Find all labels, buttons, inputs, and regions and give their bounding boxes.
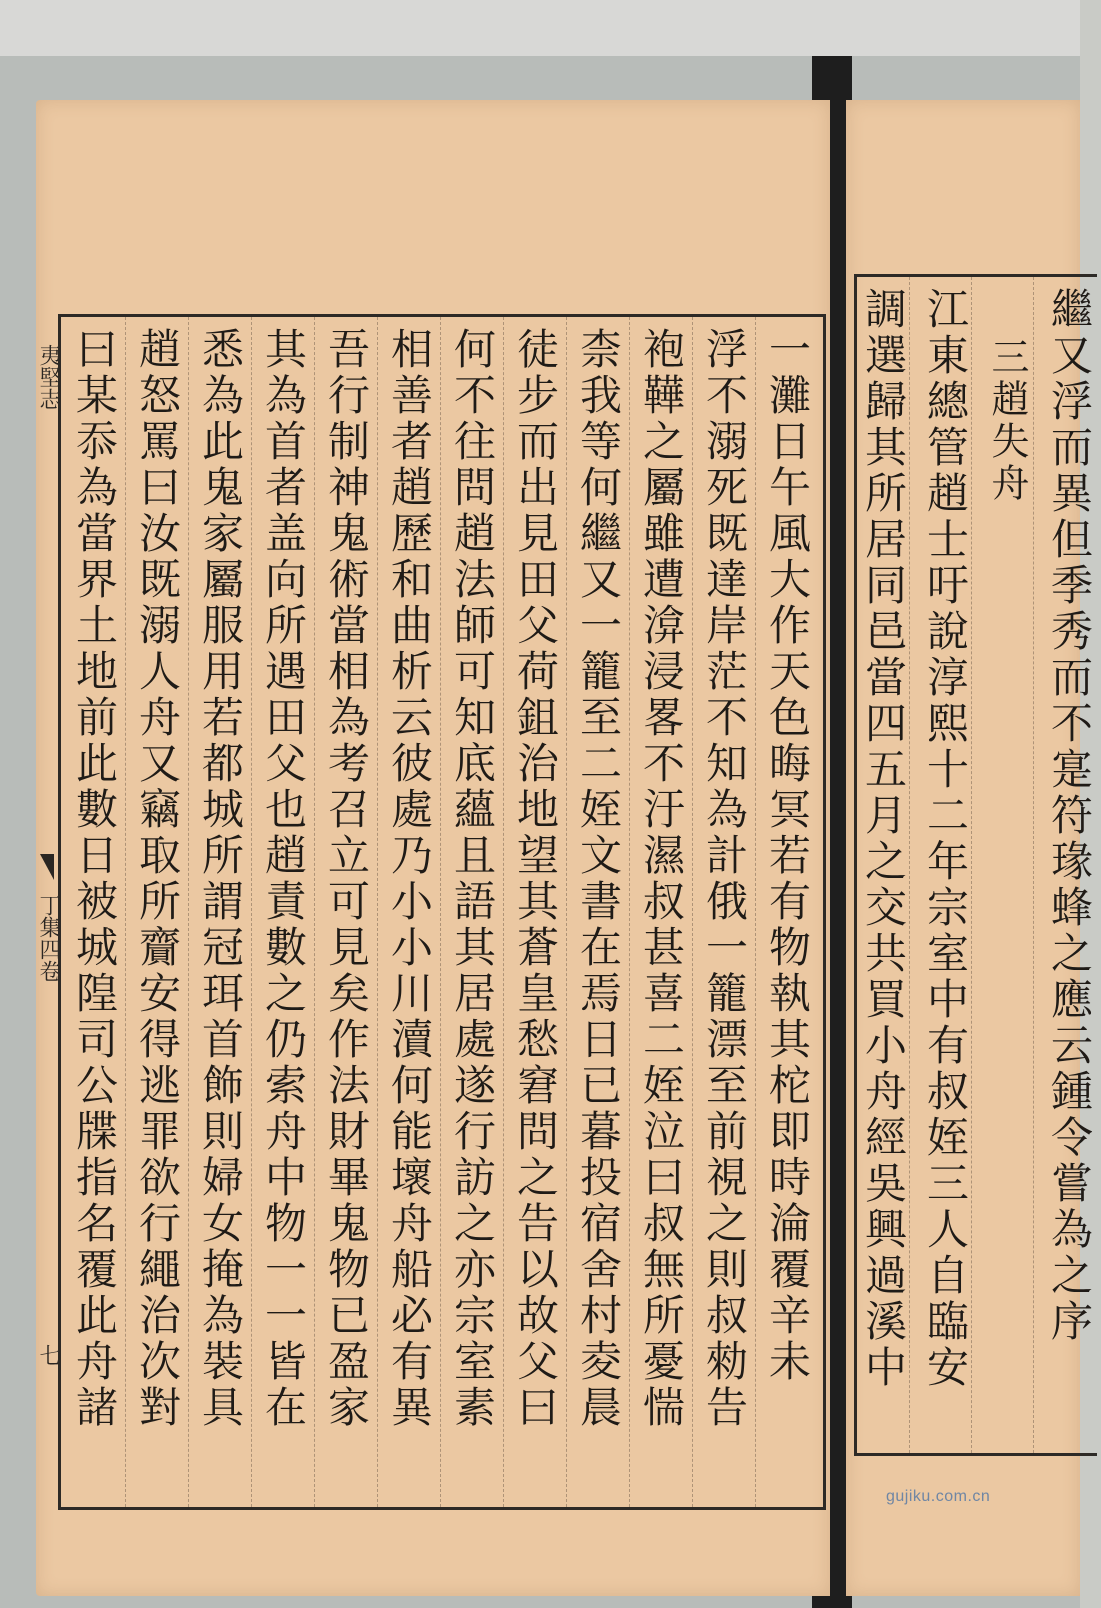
text-column: 徒步而出見田父荷鉏治地望其蒼皇愁窘問之告以故父曰: [511, 327, 560, 1431]
text-column: 相善者趙歷和曲析云彼處乃小小川瀆何能壞舟船必有異: [385, 327, 434, 1431]
text-column: 江東總管趙士吁說淳熙十二年宗室中有叔姪三人自臨安: [921, 287, 970, 1391]
spine-book-title: 夷堅志: [36, 344, 61, 410]
spine-volume: 丁集四卷: [36, 894, 61, 982]
text-column: 袍鞾之屬雖遭渰浸畧不汙濕叔甚喜二姪泣曰叔無所憂惴: [637, 327, 686, 1431]
left-text-frame: [58, 314, 826, 1510]
top-background-band: [0, 0, 1080, 56]
text-column: 悉為此鬼家屬服用若都城所謂冠珥首飾則婦女掩為裝具: [196, 327, 245, 1431]
text-column: 浮不溺死既達岸茫不知為計俄一籠漂至前視之則叔勑告: [700, 327, 749, 1431]
text-column: 趙怒罵曰汝既溺人舟又竊取所齎安得逃罪欲行繩治次對: [133, 327, 182, 1431]
text-column: 其為首者盖向所遇田父也趙責數之仍索舟中物一一皆在: [259, 327, 308, 1431]
right-text-frame: [854, 274, 1097, 1456]
right-page: [846, 100, 1094, 1596]
page-margin-spine: [36, 314, 60, 1510]
text-column: 吾行制神鬼術當相為考召立可見矣作法財畢鬼物已盈家: [322, 327, 371, 1431]
text-column: 一灘日午風大作天色晦冥若有物執其柁即時淪覆辛未: [763, 327, 812, 1385]
left-page: [36, 100, 830, 1596]
text-column: 何不往問趙法師可知底蘊且語其居處遂行訪之亦宗室素: [448, 327, 497, 1431]
fish-tail-mark-icon: [40, 854, 54, 880]
text-column: 繼又浮而異但季秀而不寔符瑑蜂之應云鍾令嘗為之序: [1045, 287, 1094, 1345]
section-title: 三趙失舟: [985, 337, 1029, 505]
spine-leaf-number: 七: [36, 1344, 61, 1366]
text-column: 調選歸其所居同邑當四五月之交共買小舟經吳興過溪中: [859, 287, 908, 1391]
text-column: 柰我等何繼又一籠至二姪文書在焉日已暮投宿舍村夌晨: [574, 327, 623, 1431]
site-watermark: gujiku.com.cn: [886, 1488, 991, 1505]
text-column: 曰某忝為當界土地前此數日被城隍司公牒指名覆此舟諸: [70, 327, 119, 1431]
